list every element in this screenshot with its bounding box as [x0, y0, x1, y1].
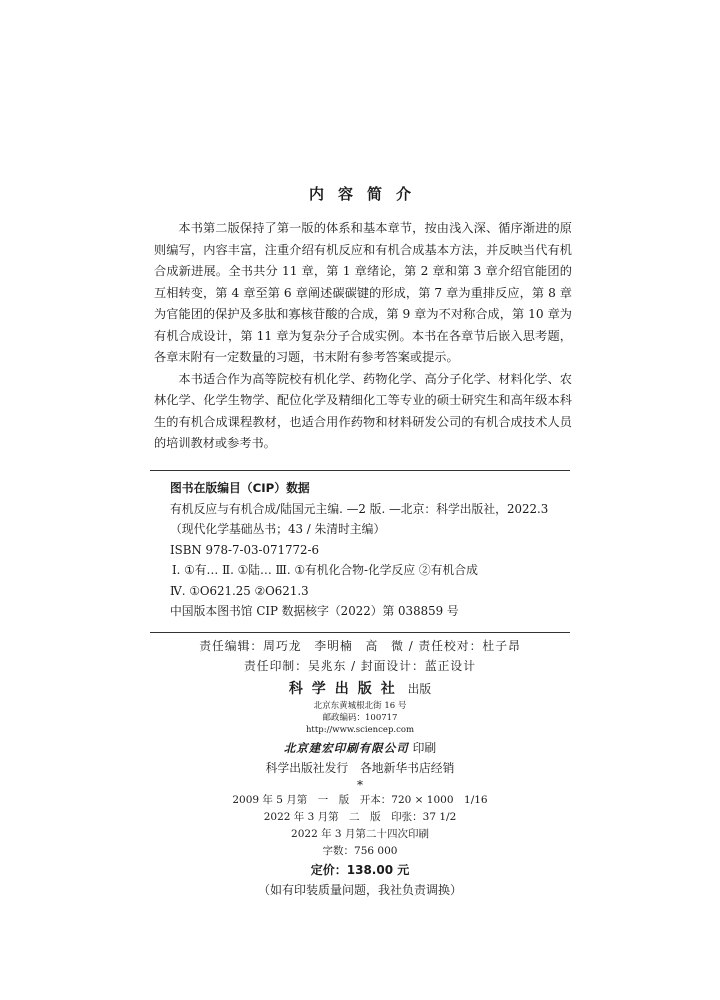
publisher-row	[0, 678, 720, 700]
cip-bottom-divider	[150, 632, 570, 633]
edition-line-2: 2022 年 3 月第 二 版 印张：37 1/2	[263, 811, 457, 823]
publisher-logo: 科学出版社	[288, 681, 404, 697]
word-count-line: 字数：756 000	[322, 845, 398, 857]
summary-paragraph-1: 本书第二版保持了第一版的体系和基本章节，按由浅入深、循序渐进的原则编写，内容丰富，注重介绍有机反应和有机合成基本方法，并反映当代有机合成新进展。全书共分 11 章，第 1 章绪论，第 2 章和第 3 章介绍官能团的互相转变，第 4 章至第 6 章阐述碳碳键的形成，第 7 章为重排反应，第 8 章为官能团的保护及多肽和寡核苷酸的合成，第 9 章为不对称合成，第 10 章为有机合成设计，第 11 章为复杂分子合成实例。本书在各章节后嵌入思考题，各章末附有一定数量的习题，书末附有参考答案或提示。	[154, 221, 572, 364]
price-line: 定价：138.00 元	[310, 863, 410, 877]
printer-suffix: 印刷	[412, 741, 437, 755]
cip-line-catalog-number: 中国版本图书馆 CIP 数据核字（2022）第 038859 号	[170, 604, 459, 618]
publisher-postcode: 邮政编码：100717	[322, 713, 398, 723]
separator-star: *	[357, 778, 363, 792]
publisher-website: http://www.sciencep.com	[305, 725, 415, 735]
cip-heading: 图书在版编目（CIP）数据	[170, 481, 310, 495]
printer-logo: 北京建宏印刷有限公司	[283, 741, 409, 755]
distribution-line: 科学出版社发行 各地新华书店经销	[265, 761, 455, 775]
editors-line-1: 责任编辑：周巧龙 李明楠 高 微 / 责任校对：杜子昂	[199, 639, 521, 653]
cip-top-divider	[150, 470, 570, 471]
editors-line-2: 责任印制：吴兆东 / 封面设计：蓝正设计	[243, 659, 477, 673]
cip-line-isbn: ISBN 978-7-03-071772-6	[170, 542, 319, 557]
publisher-suffix: 出版	[407, 682, 432, 696]
edition-line-1: 2009 年 5 月第 一 版 开本：720 × 1000 1/16	[232, 794, 488, 806]
printer-row	[0, 738, 720, 758]
summary-title: 内容简介	[308, 185, 425, 203]
publisher-address: 北京东黄城根北街 16 号	[313, 701, 407, 711]
credits-block	[0, 636, 720, 900]
cip-line-title: 有机反应与有机合成/陆国元主编. —2 版. —北京：科学出版社，2022.3	[170, 501, 549, 516]
summary-paragraph-2: 本书适合作为高等院校有机化学、药物化学、高分子化学、材料化学、农林化学、化学生物学、配位化学及精细化工等专业的硕士研究生和高年级本科生的有机合成课程教材，也适合用作药物和材料研发公司的有机合成技术人员的培训教材或参考书。	[154, 371, 572, 450]
print-run-line: 2022 年 3 月第二十四次印刷	[291, 828, 429, 840]
cip-block	[170, 478, 570, 622]
cip-line-subjects: Ⅰ. ①有… Ⅱ. ①陆… Ⅲ. ①有机化合物-化学反应 ②有机合成	[172, 563, 478, 577]
cip-line-series: （现代化学基础丛书；43 / 朱清时主编）	[170, 522, 386, 536]
summary-text	[154, 218, 572, 455]
cip-line-classification: Ⅳ. ①O621.25 ②O621.3	[170, 583, 309, 598]
quality-notice: （如有印装质量问题，我社负责调换）	[257, 883, 462, 897]
